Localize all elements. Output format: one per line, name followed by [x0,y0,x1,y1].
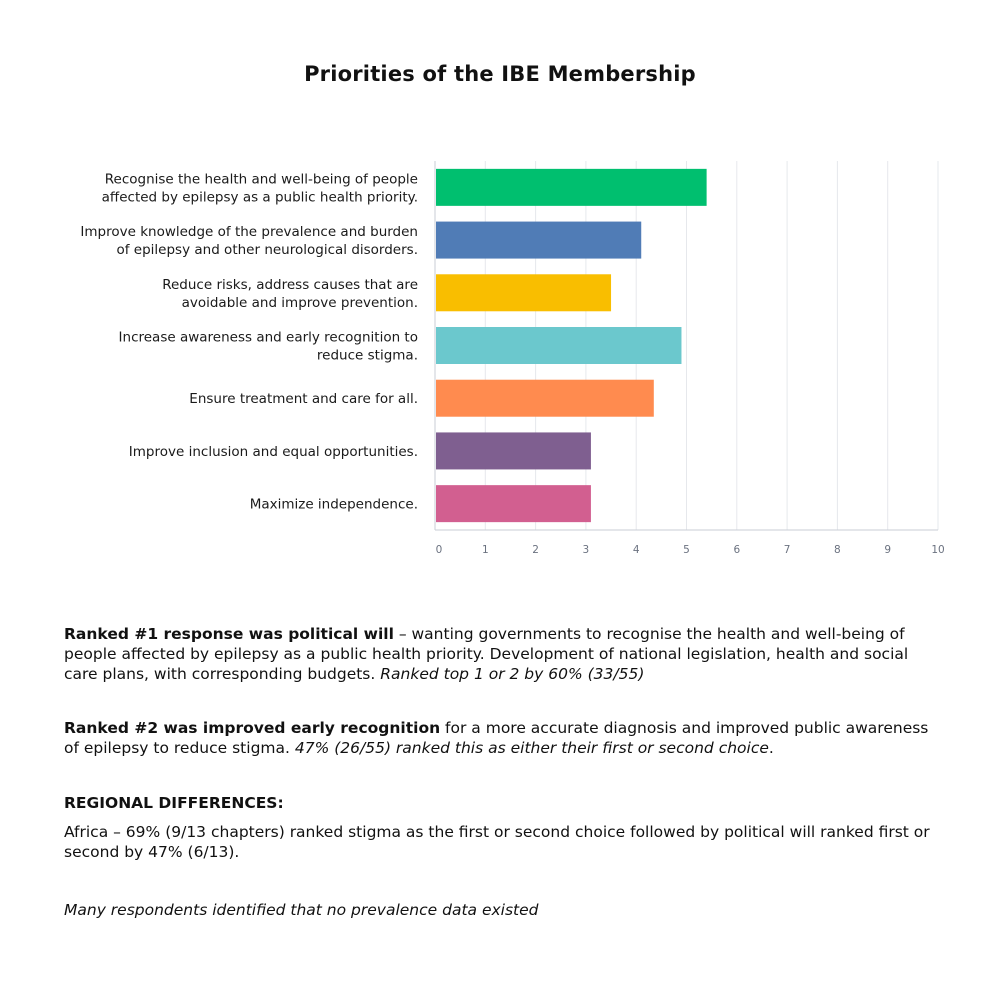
category-label: Reduce risks, address causes that are [162,276,418,293]
note-ranked-1-italic: Ranked top 1 or 2 by 60% (33/55) [380,665,645,683]
note-africa: Africa – 69% (9/13 chapters) ranked stigma as the first or second choice followed by political will ranked first or second by 47% (6/13). [64,823,930,861]
category-label: Maximize independence. [249,496,418,513]
x-tick-label: 10 [931,544,945,556]
x-tick-label: 6 [733,544,741,556]
x-tick-label: 8 [834,544,841,556]
x-tick-label: 9 [884,544,892,556]
note-ranked-1-bold: Ranked #1 response was political will [64,625,394,643]
x-tick-label: 0 [435,544,443,556]
category-label: avoidable and improve prevention. [181,294,418,311]
category-label: Improve knowledge of the prevalence and burden [80,224,418,241]
note-ranked-1-text: – wanting governments to recognise the health and well-being of people affected by epilepsy as a public health priority. Development of national legislation, health and social care plans, with corresponding budgets. [64,625,909,683]
category-label: of epilepsy and other neurological disorders. [116,242,418,259]
bar [436,380,654,417]
x-tick-label: 7 [783,544,791,556]
note-prevalence: Many respondents identified that no prevalence data existed [64,901,539,919]
note-ranked-1 [64,624,934,684]
note-ranked-2-tail: . [768,739,774,757]
category-label: affected by epilepsy as a public health priority. [101,189,418,206]
note-ranked-2-italic: 47% (26/55) ranked this as either their first or second choice [294,739,769,757]
bar [436,327,681,364]
bar [436,432,591,469]
x-tick-labels [436,544,945,556]
note-ranked-2-text: for a more accurate diagnosis and improved public awareness of epilepsy to reduce stigma. [64,719,929,757]
bar [436,485,591,522]
category-labels [80,171,418,512]
note-ranked-2-bold: Ranked #2 was improved early recognition [64,719,441,737]
bar [436,222,641,259]
x-tick-label: 3 [582,544,590,556]
bar [436,274,611,311]
note-ranked-2 [64,718,934,758]
x-tick-label: 1 [481,544,489,556]
category-label: reduce stigma. [316,347,418,364]
x-tick-label: 2 [532,544,539,556]
regional-differences-heading: REGIONAL DIFFERENCES: [64,794,284,812]
category-label: Improve inclusion and equal opportunities. [128,443,418,460]
bars [436,169,707,522]
x-tick-label: 4 [632,544,640,556]
bar [436,169,707,206]
x-tick-label: 5 [683,544,690,556]
category-label: Ensure treatment and care for all. [189,391,418,408]
category-label: Recognise the health and well-being of people [104,171,418,188]
chart-title: Priorities of the IBE Membership [304,62,696,86]
category-label: Increase awareness and early recognition to [118,329,418,346]
